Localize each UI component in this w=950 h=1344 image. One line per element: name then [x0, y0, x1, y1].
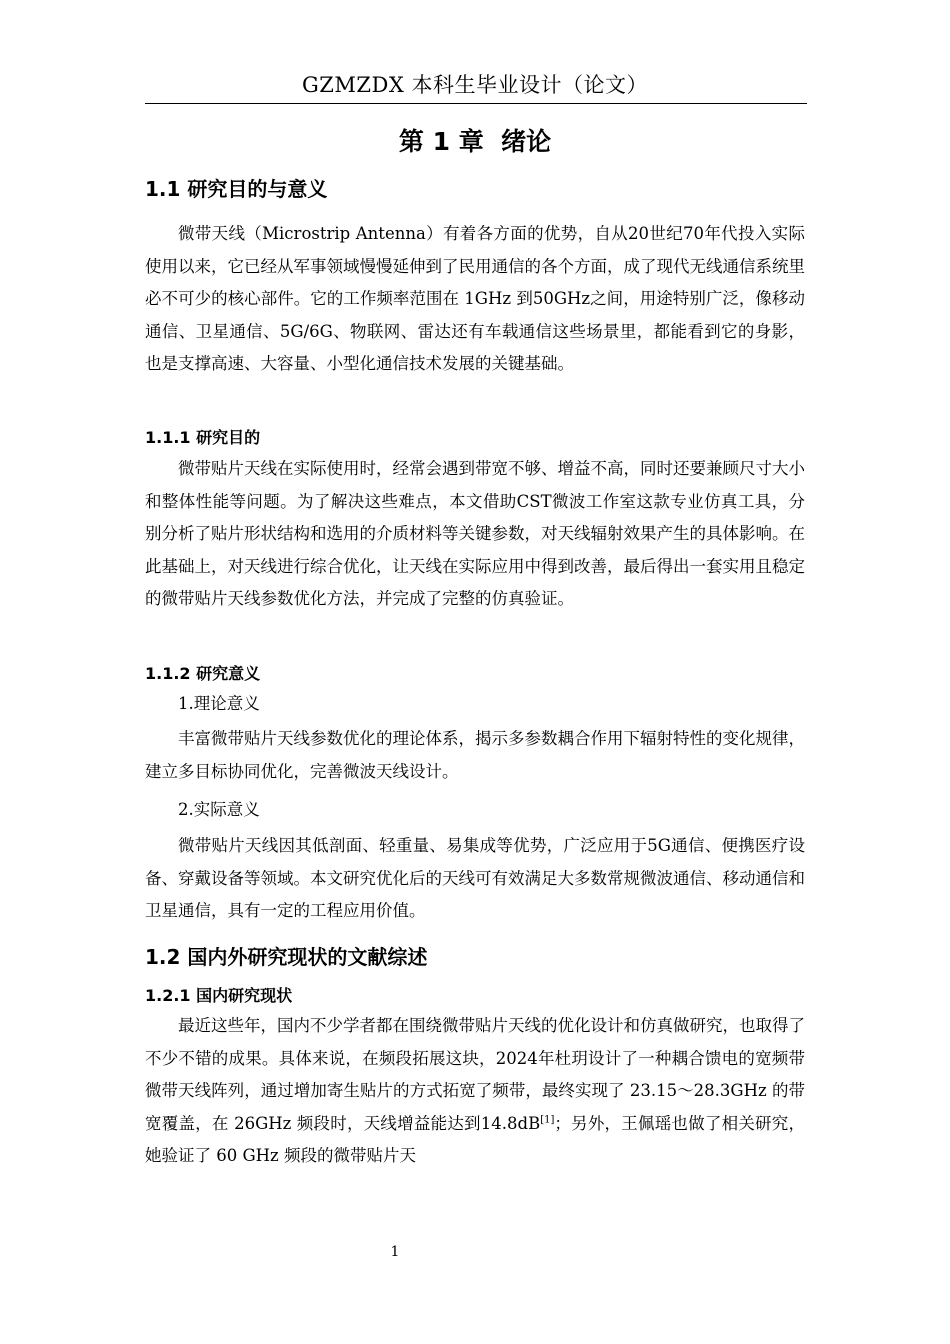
list-item-label-theory: 1.理论意义	[178, 694, 260, 713]
section-heading-1-2-1: 1.2.1 国内研究现状	[145, 986, 293, 1005]
page-number: 1	[390, 1244, 400, 1260]
page-header: GZMZDX 本科生毕业设计（论文）	[302, 73, 648, 97]
paragraph-1-2-1	[145, 1010, 805, 1173]
chapter-title: 第 1 章 绪论	[398, 127, 552, 156]
paragraph-1-2-1-part1: 最近这些年，国内不少学者都在围绕微带贴片天线的优化设计和仿真做研究，也取得了不少不错的成果。具体来说，在频段拓展这块，2024年杜玥设计了一种耦合馈电的宽频带微带天线阵列，通过增加寄生贴片的方式拓宽了频带，最终实现了 23.15～28.3GHz 的带宽覆盖，在 26GHz 频段时，天线增益能达到14.8dB	[145, 1016, 805, 1133]
paragraph-1-2-1-part2: ；另外，王佩瑶也做了相关研究，她验证了 60 GHz 频段的微带贴片天	[145, 1113, 805, 1166]
paragraph-1-1: 微带天线（Microstrip Antenna）有着各方面的优势，自从20世纪70年代投入实际使用以来，它已经从军事领域慢慢延伸到了民用通信的各个方面，成了现代无线通信系统里必不可少的核心部件。它的工作频率范围在 1GHz 到50GHz之间，用途特别广泛，像移动通信、卫星通信、5G/6G、物联网、雷达还有车载通信这些场景里，都能看到它的身影，也是支撑高速、大容量、小型化通信技术发展的关键基础。	[145, 224, 805, 374]
section-heading-1-1: 1.1 研究目的与意义	[145, 177, 328, 201]
section-heading-1-1-1: 1.1.1 研究目的	[145, 428, 261, 447]
section-heading-1-1-2: 1.1.2 研究意义	[145, 664, 261, 683]
paragraph-theory-significance: 丰富微带贴片天线参数优化的理论体系，揭示多参数耦合作用下辐射特性的变化规律，建立多目标协同优化，完善微波天线设计。	[145, 729, 805, 781]
paragraph-1-1-1: 微带贴片天线在实际使用时，经常会遇到带宽不够、增益不高，同时还要兼顾尺寸大小和整体性能等问题。为了解决这些难点，本文借助CST微波工作室这款专业仿真工具，分别分析了贴片形状结构和选用的介质材料等关键参数，对天线辐射效果产生的具体影响。在此基础上，对天线进行综合优化，让天线在实际应用中得到改善，最后得出一套实用且稳定的微带贴片天线参数优化方法，并完成了完整的仿真验证。	[145, 459, 805, 609]
citation-ref: [1]	[540, 1114, 555, 1126]
section-heading-1-2: 1.2 国内外研究现状的文献综述	[145, 945, 428, 969]
paragraph-practical-significance: 微带贴片天线因其低剖面、轻重量、易集成等优势，广泛应用于5G通信、便携医疗设备、穿戴设备等领域。本文研究优化后的天线可有效满足大多数常规微波通信、移动通信和卫星通信，具有一定的工程应用价值。	[145, 836, 805, 921]
list-item-label-practical: 2.实际意义	[178, 800, 260, 819]
header-divider	[145, 103, 807, 104]
